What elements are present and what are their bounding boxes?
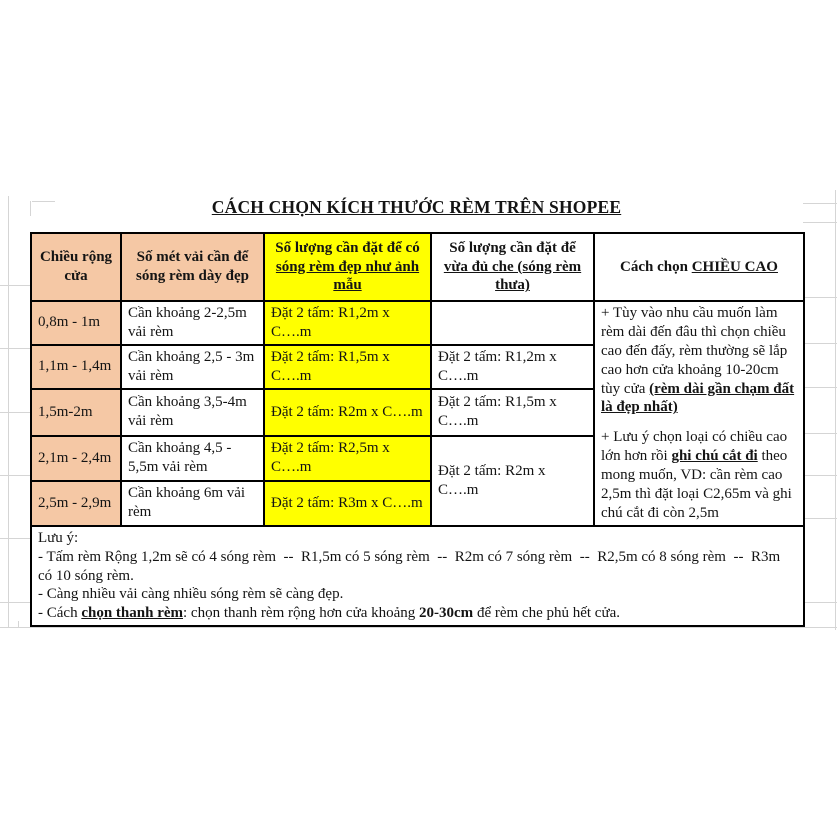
order-cover-cell [431,301,594,345]
fabric-cell: Cần khoảng 3,5-4m vải rèm [121,389,264,436]
gridline [803,475,837,476]
gridline [803,222,837,223]
notes-line-3 [38,604,797,623]
height-note-p1-emphasis: (rèm dài gần chạm đất là đẹp nhất) [601,380,795,416]
notes-line-1: - Tấm rèm Rộng 1,2m sẽ có 4 sóng rèm -- R1,5m có 5 sóng rèm -- R2m có 7 sóng rèm -- R2,5m có 8 sóng rèm -- R3m có 10 sóng rèm. [38,548,781,584]
gridline [835,190,836,630]
header-door-width-label: Chiều rộng cửa [39,249,113,284]
gridline [0,602,30,603]
fabric-cell: Cần khoảng 4,5 - 5,5m vải rèm [121,436,264,481]
page-title: CÁCH CHỌN KÍCH THƯỚC RÈM TRÊN SHOPEE [211,197,622,217]
notes-line3-emphasis: chọn thanh rèm [81,605,184,622]
order-full-cell: Đặt 2 tấm: R1,5m x C….m [264,345,431,389]
header-order-full [264,233,431,301]
notes-line3-text-c: để rèm che phủ hết cửa. [473,605,621,622]
notes-line3-number: 20-30cm [419,605,474,622]
height-note-paragraph-2 [601,428,797,522]
header-order-full-underlined: sóng rèm đẹp như ảnh mẫu [275,258,420,294]
table-row [31,301,804,345]
header-height-pre: Cách chọn [620,258,692,275]
notes-line3-text-b: : chọn thanh rèm rộng hơn cửa khoảng [183,605,420,622]
fabric-cell: Cần khoảng 6m vải rèm [121,481,264,526]
header-height-underlined: CHIỀU CAO [691,258,778,275]
gridline [0,412,30,413]
order-full-cell: Đặt 2 tấm: R1,2m x C….m [264,301,431,345]
height-note-cell [594,301,804,526]
door-width-cell: 0,8m - 1m [31,301,121,345]
header-fabric [121,233,264,301]
header-height [594,233,804,301]
header-order-cover [431,233,594,301]
door-width-cell: 1,5m-2m [31,389,121,436]
gridline [803,203,837,204]
gridline [0,538,30,539]
gridline [18,621,19,628]
gridline [0,475,30,476]
notes-row [31,526,804,626]
door-width-cell: 1,1m - 1,4m [31,345,121,389]
gridline [803,297,837,298]
order-cover-merged-cell: Đặt 2 tấm: R2m x C….m [431,436,594,526]
header-fabric-label: Số mét vải cần để sóng rèm dày đẹp [136,249,249,284]
fabric-cell: Cần khoảng 2,5 - 3m vải rèm [121,345,264,389]
notes-cell [31,526,804,626]
gridline [803,387,837,388]
order-full-cell: Đặt 2 tấm: R2,5m x C….m [264,436,431,481]
header-door-width [31,233,121,301]
order-full-cell: Đặt 2 tấm: R2m x C….m [264,389,431,436]
header-order-cover-pre: Số lượng cần đặt để [449,239,576,256]
height-note-paragraph-1 [601,304,797,417]
gridline [803,343,837,344]
curtain-size-table [30,232,805,627]
order-cover-cell: Đặt 2 tấm: R1,2m x C….m [431,345,594,389]
gridline [0,285,30,286]
door-width-cell: 2,5m - 2,9m [31,481,121,526]
order-cover-cell: Đặt 2 tấm: R1,5m x C….m [431,389,594,436]
gridline [0,348,30,349]
gridline [803,518,837,519]
fabric-cell: Cần khoảng 2-2,5m vải rèm [121,301,264,345]
notes-line3-text-a: - Cách [38,605,82,622]
height-note-p1-text: + Tùy vào nhu cầu muốn làm rèm dài đến đâu thì chọn chiều cao đến đấy, rèm thường sẽ lắp cao hơn cửa khoảng 10-20cm tùy cửa [601,305,788,397]
gridline [803,602,837,603]
gridline [803,433,837,434]
notes-line-2: - Càng nhiều vải càng nhiều sóng rèm sẽ càng đẹp. [38,586,344,603]
height-note-p2-text-b: theo mong muốn, VD: cần rèm cao 2,5m thì đặt loại C2,65m và ghi chú cắt đi còn 2,5m [601,448,792,521]
header-order-full-pre: Số lượng cần đặt để có [275,239,420,256]
order-full-cell: Đặt 2 tấm: R3m x C….m [264,481,431,526]
header-row [31,233,804,301]
height-note-p2-text-a: + Lưu ý chọn loại có chiều cao lớn hơn rồi [601,429,788,465]
notes-label: Lưu ý: [38,529,79,546]
header-order-cover-underlined: vừa đủ che (sóng rèm thưa) [443,258,582,294]
height-note-p2-emphasis: ghi chú cắt đi [671,448,758,465]
door-width-cell: 2,1m - 2,4m [31,436,121,481]
